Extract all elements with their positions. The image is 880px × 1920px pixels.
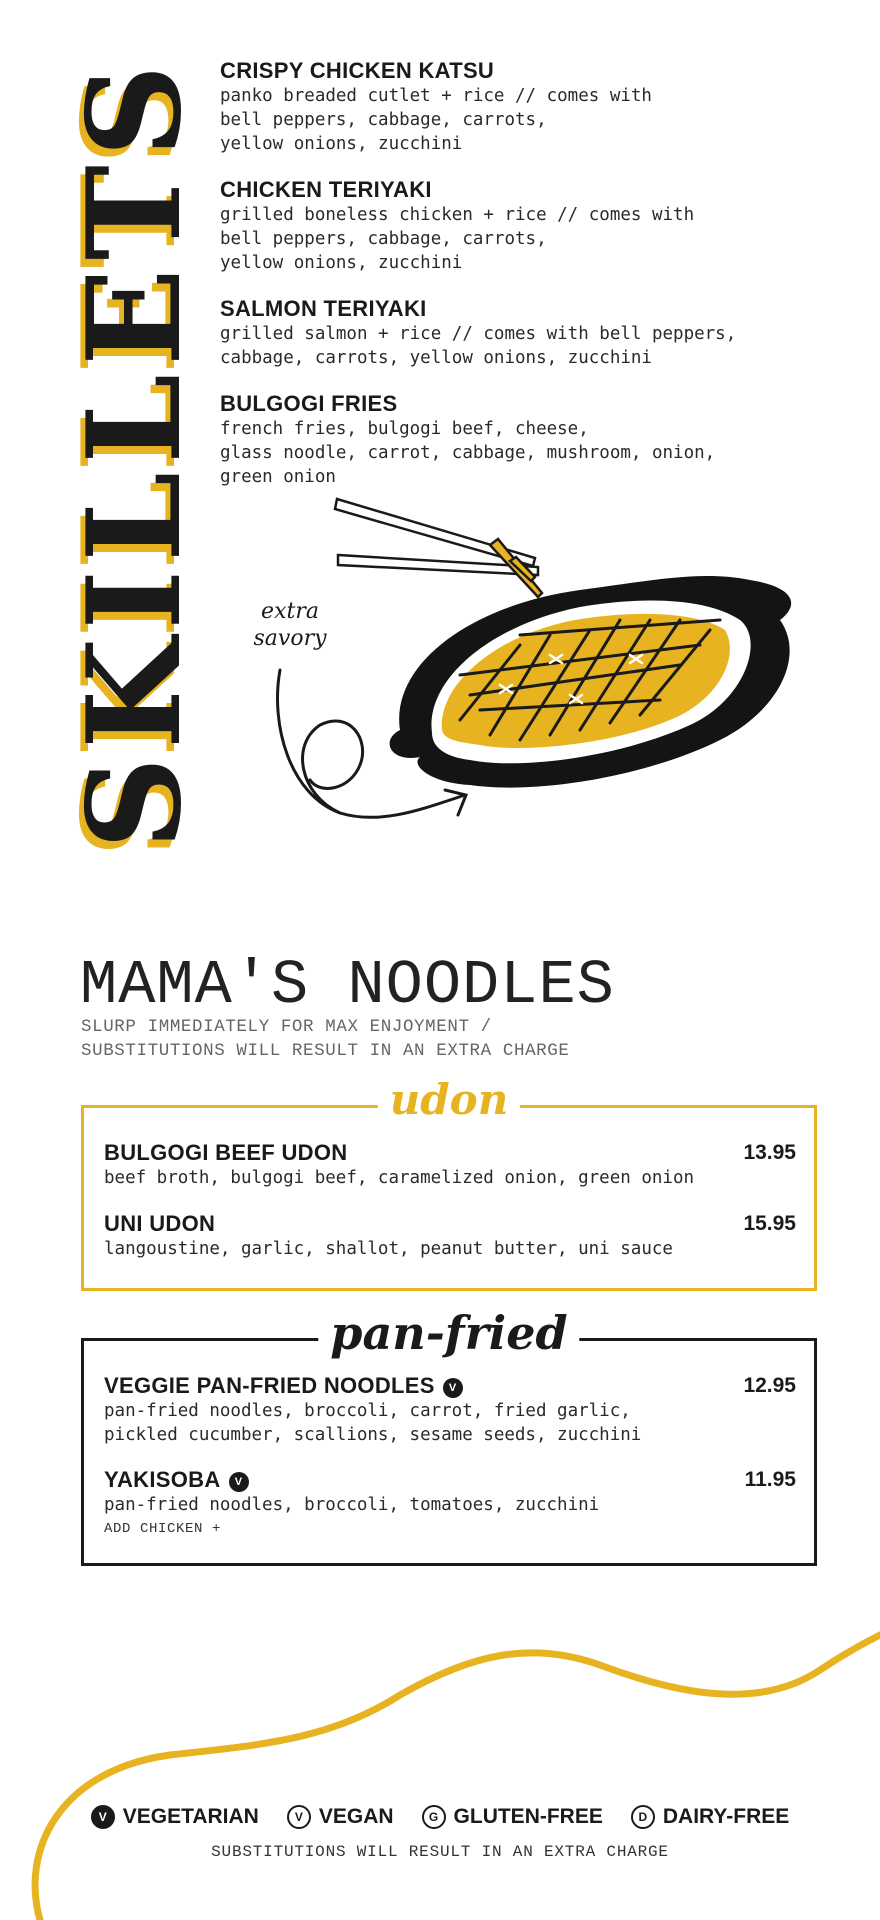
menu-item-crispy-chicken-katsu (220, 58, 820, 156)
item-description: pan-fried noodles, broccoli, carrot, fried garlic, pickled cucumber, scallions, sesame seeds, zucchini (104, 1401, 642, 1445)
skillets-title-block (60, 56, 210, 850)
legend-label: VEGAN (318, 1805, 394, 1828)
item-description: beef broth, bulgogi beef, caramelized onion, green onion (104, 1168, 695, 1188)
legend-vegetarian (91, 1805, 259, 1829)
menu-item-bulgogi-beef-udon (104, 1140, 796, 1190)
item-name (104, 1373, 463, 1399)
menu-item-salmon-teriyaki (220, 296, 820, 370)
item-name-text: VEGGIE PAN-FRIED NOODLES (104, 1373, 435, 1398)
chopsticks-icon (335, 499, 542, 597)
item-name-text: YAKISOBA (104, 1467, 221, 1492)
item-description: pan-fried noodles, broccoli, tomatoes, zucchini (104, 1495, 600, 1515)
skillets-title: SKILLETS (60, 56, 210, 850)
decorative-wave (0, 1600, 880, 1920)
dietary-legend (0, 1805, 880, 1829)
vegan-icon: V (287, 1805, 311, 1829)
item-description: grilled salmon + rice // comes with bell peppers, cabbage, carrots, yellow onions, zucchini (220, 324, 737, 368)
extra-savory-note: extra savory (253, 599, 327, 651)
item-price: 11.95 (744, 1468, 796, 1491)
legend-label: VEGETARIAN (122, 1805, 259, 1828)
vegetarian-badge-icon: V (229, 1472, 249, 1492)
item-name: SALMON TERIYAKI (220, 296, 427, 321)
item-description: panko breaded cutlet + rice // comes with bell peppers, cabbage, carrots, yellow onions, zucchini (220, 86, 652, 154)
item-description: langoustine, garlic, shallot, peanut butter, uni sauce (104, 1239, 673, 1259)
item-name: CRISPY CHICKEN KATSU (220, 58, 495, 83)
menu-item-veggie-pan-fried-noodles (104, 1373, 796, 1447)
udon-section (81, 1075, 817, 1291)
item-name: BULGOGI FRIES (220, 391, 398, 416)
pan-fried-section (81, 1306, 817, 1566)
gluten-free-icon: G (422, 1805, 446, 1829)
vegetarian-icon: V (91, 1805, 115, 1829)
item-price: 13.95 (743, 1141, 796, 1164)
legend-dairy-free (631, 1805, 789, 1829)
item-name (104, 1467, 249, 1493)
vegetarian-badge-icon: V (443, 1378, 463, 1398)
legend-label: DAIRY-FREE (662, 1805, 790, 1828)
menu-item-bulgogi-fries (220, 391, 820, 489)
noodles-title: MAMA'S NOODLES (80, 950, 615, 1021)
skillet-pan-icon (390, 576, 792, 788)
legend-gluten-free (422, 1805, 603, 1829)
legend-label: GLUTEN-FREE (453, 1805, 603, 1828)
item-description: grilled boneless chicken + rice // comes with bell peppers, cabbage, carrots, yellow onions, zucchini (220, 205, 695, 273)
item-price: 15.95 (743, 1212, 796, 1235)
item-name: UNI UDON (104, 1211, 216, 1236)
footer-note: SUBSTITUTIONS WILL RESULT IN AN EXTRA CHARGE (211, 1843, 669, 1861)
udon-label: udon (378, 1074, 520, 1126)
menu-item-chicken-teriyaki (220, 177, 820, 275)
pan-fried-label: pan-fried (318, 1307, 579, 1359)
item-addon: ADD CHICKEN + (104, 1521, 222, 1537)
item-description: french fries, bulgogi beef, cheese, glass noodle, carrot, cabbage, mushroom, onion, green onion (220, 419, 716, 487)
skillet-fries-illustration (220, 495, 820, 845)
menu-item-uni-udon (104, 1211, 796, 1261)
legend-vegan (287, 1805, 394, 1829)
item-price: 12.95 (743, 1374, 796, 1397)
item-name: CHICKEN TERIYAKI (220, 177, 432, 202)
dairy-free-icon: D (631, 1805, 655, 1829)
item-name: BULGOGI BEEF UDON (104, 1140, 348, 1165)
noodles-subtitle: SLURP IMMEDIATELY FOR MAX ENJOYMENT / SUBSTITUTIONS WILL RESULT IN AN EXTRA CHARGE (81, 1017, 570, 1061)
menu-item-yakisoba (104, 1467, 796, 1537)
